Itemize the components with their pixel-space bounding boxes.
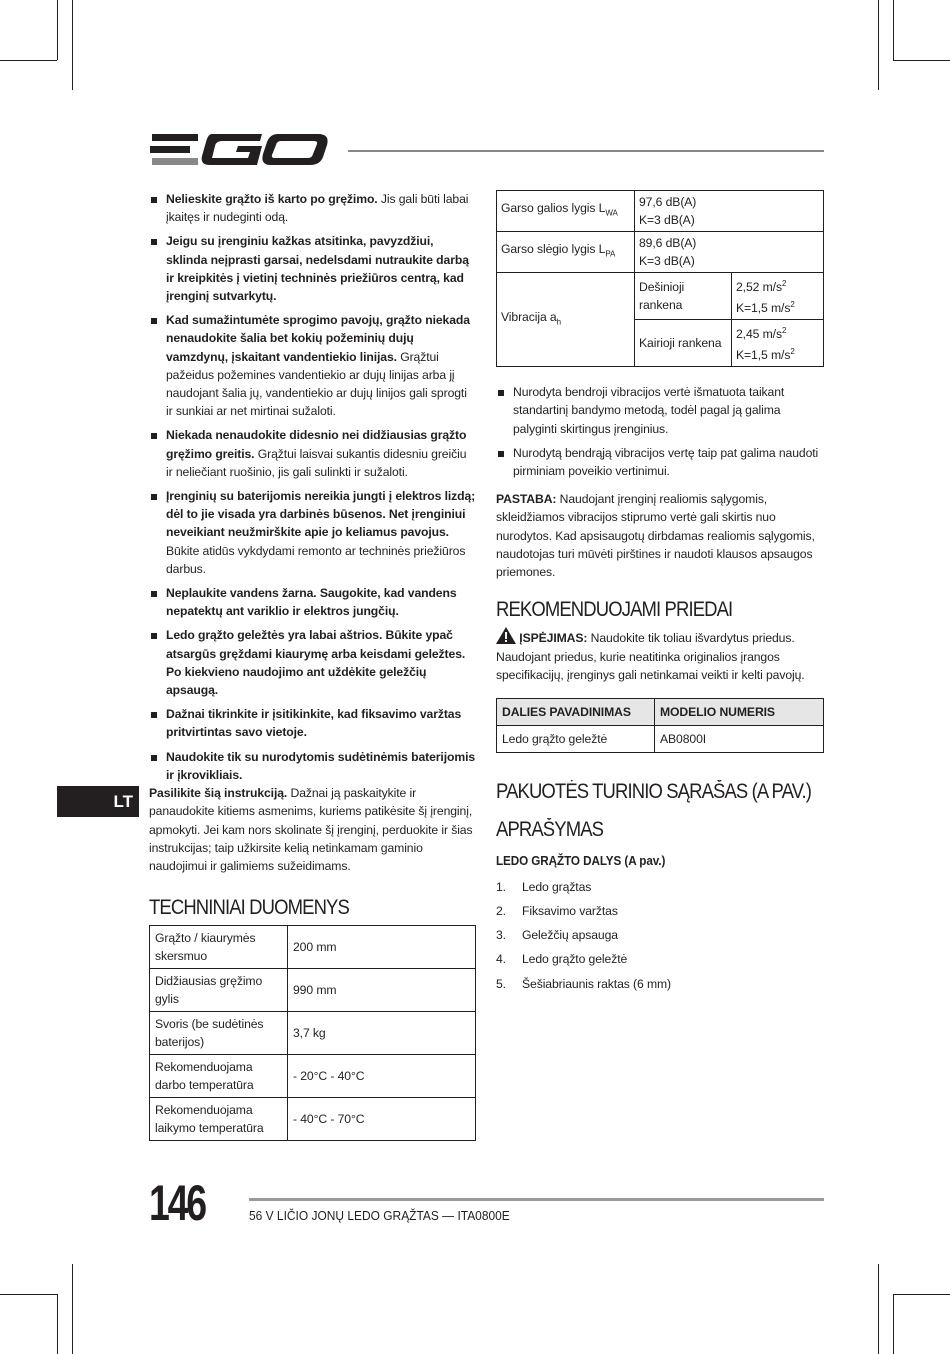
sound-pressure-label: Garso slėgio lygis $L_{PA}$ (497, 232, 635, 273)
list-item: Nurodytą bendrąją vibracijos vertę taip pat galima naudoti pirminiam poveikio vertinimui. (496, 444, 824, 480)
crop-mark (0, 60, 57, 61)
list-item: Niekada nenaudokite didesnio nei didžiausias grąžto gręžimo greitis. Grąžtui laisvai sukantis didesniu greičiu ir neliečiant ruošinio, jis gali sulinkti ir sužaloti. (149, 426, 476, 481)
crop-mark (893, 1294, 894, 1354)
header-rule (348, 150, 824, 152)
table-row: Vibracija $a_h$ Dešinioji rankena 2,52 $m/s^2$ K=1,5 $m/s^2$ (497, 273, 824, 320)
accessories-heading: REKOMENDUOJAMI PRIEDAI (496, 598, 733, 622)
parts-heading: LEDO GRĄŽTO DALYS (A pav.) (496, 852, 666, 868)
crop-mark (57, 1294, 58, 1354)
list-item: Dažnai tikrinkite ir įsitikinkite, kad fiksavimo varžtas pritvirtintas savo vietoje. (149, 705, 476, 741)
parts-list (496, 878, 824, 993)
crop-mark (893, 60, 950, 61)
list-item: 3. Geležčių apsauga (496, 928, 618, 943)
accessories-table (496, 698, 824, 753)
page-number: 146 (149, 1175, 205, 1231)
keep-instructions: Pasilikite šią instrukciją. Dažnai ją paskaitykite ir panaudokite kitiems asmenims, kuriems patikėsite šį įrenginį, apmokyti. Jei kam nors skolinate šį įrenginį, perduokite ir šias instrukcijas; taip užkirsite kelią netinkamam gaminio naudojimui ir galimiems sužeidimams. (149, 786, 473, 873)
list-item: Naudokite tik su nurodytomis sudėtinėmis baterijomis ir įkrovikliais. (149, 748, 476, 784)
crop-mark (72, 0, 73, 90)
crop-mark (878, 0, 879, 90)
list-item: 5. Šešiabriaunis raktas (6 mm) (496, 976, 672, 991)
footer-rule (249, 1198, 824, 1201)
description-heading: APRAŠYMAS (496, 818, 604, 842)
list-item: 4. Ledo grąžto geležtė (496, 952, 628, 967)
vibration-notes (496, 383, 824, 480)
tech-heading: TECHNINIAI DUOMENYS (149, 896, 349, 920)
table-row: Didžiausias gręžimo gylis 990 mm (150, 969, 476, 1012)
list-item: Ledo grąžto geležtės yra labai aštrios. Būkite ypač atsargūs gręždami kiaurymę arba keisdami geležtes. Po kiekvieno naudojimo ant uždėkite geležčių apsaugą. (149, 626, 476, 699)
table-row: Kairioji rankena 2,45 $m/s^2$ K=1,5 $m/s^2$ (497, 320, 824, 367)
list-item: Įrenginių su baterijomis nereikia jungti į elektros lizdą; dėl to jie visada yra darbinės būsenos. Net įrenginiui neveikiant neužmirškite apie jo keliamus pavojus. Būkite atidūs vykdydami remonto ar techninės priežiūros darbus. (149, 487, 476, 578)
tech-table (149, 925, 476, 1141)
warning-icon (496, 627, 516, 644)
ego-logo (150, 130, 330, 170)
footer-title: 56 V LIČIO JONŲ LEDO GRĄŽTAS — ITA0800E (249, 1208, 510, 1223)
list-item: Nelieskite grąžto iš karto po gręžimo. Jis gali būti labai įkaitęs ir nudeginti odą. (149, 190, 476, 226)
list-item: Kad sumažintumėte sprogimo pavojų, grąžto niekada nenaudokite šalia bet kokių požeminių dujų vamzdynų, įskaitant vandentiekio linijas. Grąžtui pažeidus požemines vandentiekio ar dujų linijas arba jį naudojant šalia jų, vandentiekio ar dujų linijos gali sprogti ir sunkiai ar net mirtinai sužaloti. (149, 311, 476, 420)
table-row: Svoris (be sudėtinės baterijos) 3,7 kg (150, 1012, 476, 1055)
language-tab: LT (57, 786, 139, 817)
crop-mark (0, 1294, 57, 1295)
crop-mark (878, 1264, 879, 1354)
crop-mark (72, 1264, 73, 1354)
crop-mark (893, 0, 894, 60)
table-row: Garso slėgio lygis $L_{PA}$ 89,6 dB(A) K=3 dB(A) (497, 232, 824, 273)
left-column (149, 190, 476, 1141)
list-item: 1. Ledo grąžtas (496, 879, 592, 894)
right-column (496, 190, 824, 999)
safety-bullets (149, 190, 476, 784)
vibration-label: Vibracija $a_h$ (497, 273, 635, 367)
list-item: Neplaukite vandens žarna. Saugokite, kad vandens nepatektų ant variklio ir elektros jungčių. (149, 584, 476, 620)
noise-vibration-table (496, 190, 824, 367)
table-row: Grąžto / kiaurymės skersmuo 200 mm (150, 926, 476, 969)
list-item: Jeigu su įrenginiu kažkas atsitinka, pavyzdžiui, sklinda neįprasti garsai, nedelsdami nutraukite darbą ir kreipkitės į vietinį techninės priežiūros centrą, kad įrenginį sutvarkytų. (149, 232, 476, 305)
packing-heading: PAKUOTĖS TURINIO SĄRAŠAS (A PAV.) (496, 780, 811, 804)
table-row: Ledo grąžto geležtė AB0800I (497, 726, 824, 753)
list-item: 2. Fiksavimo varžtas (496, 903, 618, 918)
sound-power-label: Garso galios lygis $L_{WA}$ (497, 191, 635, 232)
table-row: Rekomenduojama darbo temperatūra - 20°C - 40°C (150, 1055, 476, 1098)
warning-note: ĮSPĖJIMAS: Naudokite tik toliau išvardytus priedus. Naudojant priedus, kurie neatitinka originalios įrangos specifikacijų, įrenginys gali netinkamai veikti ir kelti pavojų. (496, 627, 824, 684)
list-item: Nurodyta bendroji vibracijos vertė išmatuota taikant standartinį bandymo metodą, todėl pagal ją galima palyginti skirtingus įrenginius. (496, 383, 824, 438)
crop-mark (57, 0, 58, 60)
crop-mark (893, 1294, 950, 1295)
table-header-row: DALIES PAVADINIMAS MODELIO NUMERIS (497, 699, 824, 726)
pastaba-note: PASTABA: Naudojant įrenginį realiomis sąlygomis, skleidžiamos vibracijos stiprumo vertė gali skirtis nuo nurodytos. Kad apsisaugotų dirbdamas realiomis sąlygomis, naudotojas turi mūvėti pirštines ir naudoti klausos apsaugos priemones. (496, 492, 815, 580)
table-row: Garso galios lygis $L_{WA}$ 97,6 dB(A) K=3 dB(A) (497, 191, 824, 232)
table-row: Rekomenduojama laikymo temperatūra - 40°C - 70°C (150, 1098, 476, 1141)
